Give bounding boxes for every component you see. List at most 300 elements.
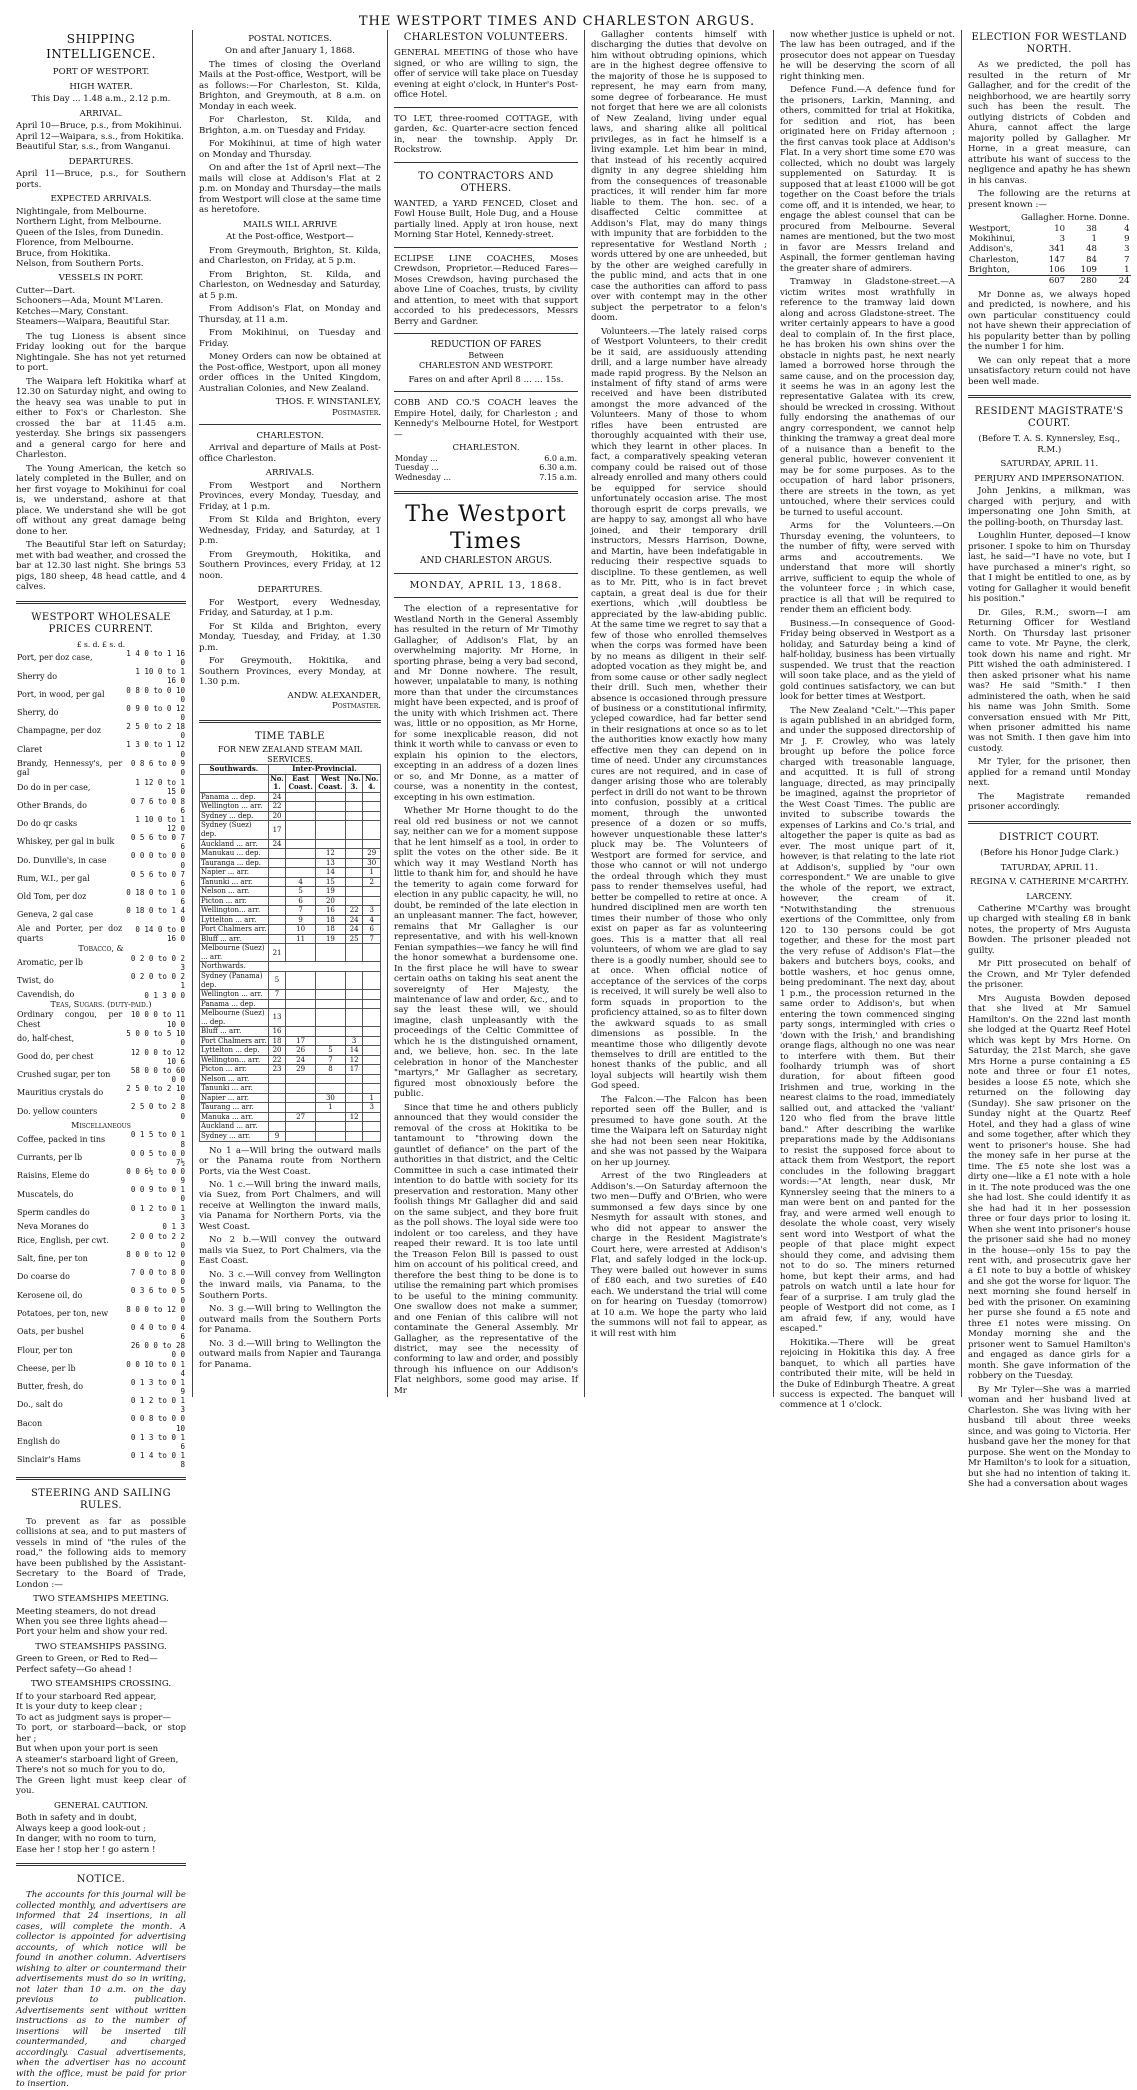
tt-row — [200, 811, 381, 821]
price-item: Cheese, per lb — [17, 1363, 76, 1373]
tt-place: Wellington ... arr. — [200, 990, 269, 1000]
election-paras — [968, 60, 1131, 210]
price-row — [16, 815, 186, 833]
price-item: Do. yellow counters — [17, 1106, 98, 1116]
prices-title: WESTPORT WHOLESALE PRICES CURRENT. — [31, 611, 171, 635]
leader-article — [394, 604, 578, 1396]
postal-paras — [199, 60, 381, 216]
election-returns — [968, 213, 1131, 287]
returns-cell: Mokihinui, — [969, 233, 1016, 244]
price-item: Crushed sugar, per ton — [17, 1070, 111, 1080]
rm-case: PERJURY AND IMPERSONATION. — [974, 473, 1125, 484]
returns-row — [968, 244, 1131, 254]
paragraph: Catherine M'Carthy was brought up charged with stealing £8 in bank notes, the property of Mrs Augusta Bowden. The prisoner pleaded not guilty. — [968, 904, 1131, 956]
returns-header: Donne. — [1098, 213, 1130, 224]
price-value: 0 0 6½ to 0 0 9 — [126, 1167, 185, 1186]
tt-cell — [345, 868, 363, 878]
price-value: 7 0 0 to 8 0 0 — [130, 1268, 185, 1287]
price-item: Do. Dunville's, in case — [17, 855, 107, 865]
price-value: 0 1 5 to 0 1 8 — [130, 1130, 185, 1149]
divider — [394, 107, 578, 108]
cobb-place: CHARLESTON. — [452, 443, 520, 454]
divider — [16, 1863, 186, 1866]
tt-place: Wellington ... arr. — [200, 802, 269, 812]
list-line: Meeting steamers, do not dread — [16, 1606, 156, 1617]
price-value: 0 5 6 to 0 7 6 — [130, 869, 185, 888]
price-value: 2 0 0 to 2 2 0 — [130, 1231, 185, 1250]
price-row — [16, 1167, 186, 1185]
tt-row — [200, 849, 381, 859]
tt-row — [200, 1009, 381, 1027]
tt-cell — [286, 1093, 316, 1103]
in-port-list — [16, 286, 186, 328]
charleston-heading: CHARLESTON. — [256, 430, 324, 441]
price-item: Coffee, packed in tins — [17, 1134, 106, 1144]
divider — [968, 821, 1131, 824]
divider — [968, 395, 1131, 398]
tt-col-header: West Coast. — [315, 774, 345, 792]
notice-text: The accounts for this journal will be collected monthly, and advertisers are informed that 24 insertions, in all cases, will complete the month. A collector is appointed for advertising accounts, of which notice will be found in another column. Advertisers wishing to alter or countermand their advertisements must do so in writing, not later than 10 a.m. on the day previous to publication. Advertisements sent without written instructions as to the number of insertions will be inserted till countermanded, and charged accordingly. Casual advertisements, when the advertiser has no account with the office, must be paid for prior to insertion. — [16, 1890, 186, 2090]
price-value: 0 0 5 to 0 0 7½ — [130, 1148, 185, 1167]
price-item: Sinclair's Hams — [17, 1455, 81, 1465]
two-passing-heading: TWO STEAMSHIPS PASSING. — [35, 1641, 167, 1652]
timetable-subtitle: FOR NEW ZEALAND STEAM MAIL SERVICES. — [217, 744, 363, 764]
eclipse-coaches-ad: ECLIPSE LINE COACHES, Moses Crewdson, Proprietor.—Reduced Fares—Moses Crewdson, having purchased the above Line of Coaches, trusts, by civility and attention, to meet with that support accorded to his predecessors, Messrs Berry and Gardner. — [394, 253, 578, 327]
price-item: Old Tom, per doz — [17, 892, 87, 902]
returns-cell: Brighton, — [969, 264, 1010, 275]
tt-cell — [268, 858, 286, 868]
postal-title: POSTAL NOTICES. — [248, 34, 332, 44]
paragraph: From Westport and Northern Provinces, every Monday, Tuesday, and Friday, at 1 p.m. — [199, 480, 381, 512]
tt-cell — [345, 944, 363, 962]
returns-cell: 9 — [1124, 233, 1130, 244]
paragraph: No. 3 d.—Will bring to Wellington the outward mails from Napier and Tauranga for Panama. — [199, 1338, 381, 1370]
price-row — [16, 1286, 186, 1304]
tt-cell — [268, 925, 286, 935]
tt-cell — [286, 971, 316, 989]
tt-cell — [286, 944, 316, 962]
tt-row — [200, 1036, 381, 1046]
tt-cell — [315, 990, 345, 1000]
price-item: Currants, per lb — [17, 1153, 83, 1162]
price-row — [16, 1010, 186, 1030]
in-port-heading: VESSELS IN PORT. — [58, 273, 144, 284]
tt-cell: 3 — [345, 1036, 363, 1046]
tt-cell — [363, 896, 381, 906]
price-row — [16, 1396, 186, 1414]
tt-cell: 7 — [268, 990, 286, 1000]
tt-cell: 9 — [286, 915, 316, 925]
price-item: Flour, per ton — [17, 1345, 73, 1355]
tt-cell — [286, 849, 316, 859]
mails-arrive-paras — [199, 246, 381, 394]
returns-header — [968, 213, 1020, 223]
list-line: A steamer's starboard light of Green, — [16, 1754, 179, 1765]
tt-cell: 5 — [315, 1046, 345, 1056]
list-line: Beautiful Star, s.s., from Wanganui. — [16, 142, 171, 153]
returns-cell: 341 — [1048, 244, 1066, 255]
price-item: Neva Moranes do — [17, 1221, 89, 1231]
returns-cell: 38 — [1086, 223, 1097, 234]
price-row — [16, 1414, 186, 1432]
list-line: Bruce, from Hokitika. — [16, 248, 111, 259]
price-value: 0 8 0 to 0 10 0 — [126, 685, 185, 704]
list-line: April 12—Waipara, s.s., from Hokitika. — [16, 131, 184, 142]
list-line: When you see three lights ahead— — [16, 1617, 168, 1627]
price-item: Twist, do — [17, 976, 54, 986]
returns-row — [968, 265, 1131, 276]
postmaster-signature: THOS. F. WINSTANLEY, — [275, 397, 381, 408]
returns-cell: Charleston, — [969, 254, 1019, 265]
price-row — [16, 1222, 186, 1232]
tt-cell — [268, 1093, 286, 1103]
fares-route: CHARLESTON AND WESTPORT. — [418, 360, 554, 370]
tt-cell: 3 — [363, 906, 381, 916]
paragraph: No. 1 c.—Will bring the inward mails, via Suez, from Port Chalmers, and will receive at Wellington the inward mails, via Panama for Northern Ports, via the West Coast. — [199, 1180, 381, 1232]
tt-cell — [345, 821, 363, 839]
tt-cell: 17 — [345, 1065, 363, 1075]
charleston-arrivals — [199, 481, 381, 581]
tt-cell — [345, 1084, 363, 1094]
returns-cell: 3 — [1124, 244, 1130, 255]
paragraph: Dr. Giles, R.M., sworn—I am Returning Officer for Westland North. On Thursday last prisoner came to vote. Mr Payne, the clerk, took down his name and right. Mr Pitt wished the oath administered. I then asked prisoner what his name was? He said "Smith." I then administered the oath, when he said his name was John Smith. Some conversation ensued with Mr Pitt, when prisoner admitted his name was not Smith. I then gave him into custody. — [968, 607, 1131, 754]
column-3 — [387, 30, 584, 1397]
tt-cell — [363, 811, 381, 821]
rm-court-title: RESIDENT MAGISTRATE'S COURT. — [974, 406, 1124, 430]
timetable-notes — [199, 1146, 381, 1371]
price-item: English do — [17, 1436, 60, 1446]
price-row — [16, 1360, 186, 1378]
tt-row — [200, 868, 381, 878]
tt-cell — [315, 1122, 345, 1132]
price-row — [16, 1029, 186, 1047]
mails-arrive-sub: At the Post-office, Westport— — [226, 232, 354, 243]
price-value: 0 1 2 to 0 1 3 — [130, 1203, 185, 1222]
tt-cell — [268, 1074, 286, 1084]
column-5 — [773, 30, 961, 1411]
tt-cell: 29 — [286, 1065, 316, 1075]
price-item: Brandy, Hennessy's, per gal — [17, 758, 123, 778]
price-value: 0 4 0 to 0 4 6 — [130, 1323, 185, 1342]
two-meeting-heading: TWO STEAMSHIPS MEETING. — [33, 1594, 169, 1605]
paragraph: No 1 a—Will bring the outward mails or the Panama route from Northern Ports, via the West Coast. — [199, 1145, 381, 1177]
tt-cell: 29 — [363, 849, 381, 859]
list-line: Florence, from Melbourne. — [16, 238, 134, 249]
list-line: Queen of the Isles, from Dunedin. — [16, 227, 164, 238]
tt-col-header: No. 1. — [268, 774, 286, 792]
list-line: The Green light must keep clear of you. — [16, 1775, 186, 1797]
dc-paras — [968, 904, 1131, 1490]
tt-cell — [345, 1103, 363, 1113]
cobb-day: Monday ... — [395, 453, 438, 463]
price-row — [16, 1066, 186, 1084]
charleston-departures — [199, 598, 381, 688]
expected-heading: EXPECTED ARRIVALS. — [50, 194, 152, 205]
district-court-title: DISTRICT COURT. — [999, 831, 1100, 843]
cobb-row — [394, 463, 578, 473]
list-line: April 10—Bruce, p.s., from Mokihinui. — [16, 121, 182, 132]
tt-place: Sydney ... arr. — [200, 1132, 269, 1142]
price-item: Do do in per case, — [17, 782, 91, 792]
volunteers-notice: GENERAL MEETING of those who have signed, or who are willing to sign, the offer of service will take place on Tuesday evening at eight o'clock, in Hunter's Post-office Hotel. — [394, 48, 578, 101]
price-row — [16, 972, 186, 990]
tt-cell — [345, 1132, 363, 1142]
tt-cell — [345, 1009, 363, 1027]
tt-row — [200, 1132, 381, 1142]
tt-cell: 6 — [286, 896, 316, 906]
fares-between: Between — [468, 351, 504, 361]
returns-cell: 84 — [1086, 254, 1097, 265]
verse-4 — [16, 1813, 186, 1855]
list-line: Northern Light, from Melbourne. — [16, 217, 162, 228]
price-row — [16, 1433, 186, 1451]
price-value: 0 1 3 — [162, 1222, 185, 1232]
tt-cell: 16 — [315, 906, 345, 916]
paragraph: Mrs Augusta Bowden deposed that she lived at Mr Samuel Hamilton's. On the 22nd last month she lodged at the Quartz Reef Hotel which was kept by Mrs Horne. On Saturday, the 21st March, she gave Mrs Horne a purse containing a £5 note and three or four £1 notes, besides a loose £5 note, which she returned on the following day (Sunday). She saw prisoner on the Sunday night at the Quartz Reef Hotel, and they had a glass of wine and some together, after which they went to prisoner's house. She had the money safe in her purse at the time. The £5 note she lost was a dirty one—like a £1 note with a hole in it. The note produced was the one she had lost. She could identify it as she had had it in her possession three or four days prior to losing it. When she went into prisoner's house the prisoner said she had no money in the house—only 15s to pay the rent with, and prosecutrix gave her a £1 note to buy a bottle of whiskey and she got the worse for liquor. The next morning she found herself in bed with the prisoner. On examining her purse she found a £5 note and three £1 notes were missing. On Monday morning she and the prisoner went to Samuel Hamilton's and engaged as dance girls for a month. She gave information of the robbery on the Tuesday. — [968, 993, 1131, 1382]
tt-place: Picton ... arr. — [200, 1065, 269, 1075]
tt-cell: 4 — [363, 915, 381, 925]
paragraph: No. 3 g.—Will bring to Wellington the outward mails from the Southern Ports for Panama. — [199, 1304, 381, 1336]
price-item: Ordinary congou, per Chest — [17, 1009, 123, 1029]
charleston-arrivals-heading: ARRIVALS. — [265, 468, 315, 479]
column-6 — [961, 30, 1137, 1490]
returns-row — [968, 234, 1131, 244]
cobb-time: 6.0 a.m. — [544, 453, 577, 463]
tt-cell: 19 — [315, 934, 345, 944]
tt-cell — [268, 868, 286, 878]
tt-cell: 12 — [345, 1055, 363, 1065]
tt-cell — [286, 811, 316, 821]
paragraph: For Charleston, St. Kilda, and Brighton, a.m. on Tuesday and Friday. — [199, 115, 381, 136]
tt-cell — [363, 999, 381, 1009]
price-value: 10 0 0 to 11 10 0 — [130, 1010, 185, 1029]
price-row — [16, 1378, 186, 1396]
tt-place: Port Chalmers arr. — [201, 925, 267, 934]
divider — [394, 391, 578, 392]
verse-2 — [16, 1654, 186, 1675]
tt-cell — [315, 1074, 345, 1084]
returns-cell: Addison's, — [969, 244, 1014, 255]
tt-cell — [315, 944, 345, 962]
price-item: Bacon — [17, 1418, 43, 1428]
price-item: Raisins, Eleme do — [17, 1171, 90, 1181]
price-row — [16, 740, 186, 758]
tt-cell: 24 — [268, 792, 286, 802]
rm-date: SATURDAY, APRIL 11. — [1000, 459, 1099, 470]
price-value: 1 10 0 to 1 12 0 — [135, 814, 185, 833]
tt-cell — [315, 1132, 345, 1142]
tt-cell: 26 — [286, 1046, 316, 1056]
tt-cell — [268, 896, 286, 906]
cobb-day: Wednesday ... — [395, 473, 451, 483]
tt-cell: 14 — [345, 1046, 363, 1056]
price-value: 2 5 0 to 2 18 0 — [126, 722, 185, 741]
price-value: 0 3 6 to 0 5 0 — [130, 1286, 185, 1305]
tt-cell: 3 — [363, 1103, 381, 1113]
tt-row — [200, 1046, 381, 1056]
tt-cell: 8 — [315, 1065, 345, 1075]
tt-cell: 17 — [286, 1036, 316, 1046]
list-line: Green to Green, or Red to Red— — [16, 1654, 158, 1665]
price-value: 0 1 4 to 0 1 8 — [130, 1450, 185, 1470]
tt-row — [200, 1112, 381, 1122]
tt-cell: 15 — [315, 877, 345, 887]
price-value: 1 4 0 to 1 16 0 — [126, 649, 185, 668]
price-item: Sherry do — [17, 671, 58, 681]
paragraph: The Magistrate remanded prisoner accordingly. — [968, 791, 1131, 813]
returns-cell: 1 — [1091, 233, 1097, 244]
tt-cell: 22 — [345, 906, 363, 916]
two-crossing-heading: TWO STEAMSHIPS CROSSING. — [30, 1679, 172, 1690]
port-heading: PORT OF WESTPORT. — [52, 67, 150, 78]
price-row — [16, 1102, 186, 1120]
tt-row — [200, 1122, 381, 1132]
tt-place: Tanunki ... arr. — [200, 877, 269, 887]
fares-title: REDUCTION OF FARES — [430, 340, 542, 351]
returns-total: 24 — [1118, 276, 1130, 287]
paragraph: The Waipara left Hokitika wharf at 12.30 on Saturday night, and owing to the heavy sea was unable to put in either to Fox's or Charleston. She crossed the bar at 11.45 a.m. yesterday. She brings six passengers and a general cargo for here and Charleston. — [16, 376, 186, 461]
price-value: 0 1 3 to 0 1 6 — [130, 1432, 185, 1451]
cobb-time: 6.30 a.m. — [539, 463, 577, 473]
tt-cell — [363, 1065, 381, 1075]
tt-cell — [268, 849, 286, 859]
divider — [394, 573, 578, 574]
tt-cell — [345, 1074, 363, 1084]
tt-cell: 12 — [315, 849, 345, 859]
tt-cell — [363, 1046, 381, 1056]
tt-cell — [315, 839, 345, 849]
price-value: 0 14 0 to 0 16 0 — [135, 925, 185, 944]
price-item: Rice, English, per cwt. — [17, 1235, 109, 1245]
tt-cell: 27 — [286, 1112, 316, 1122]
price-row — [16, 1130, 186, 1148]
charleston-intro: Arrival and departure of Mails at Post-office Charleston. — [199, 443, 381, 464]
cobb-schedule — [394, 454, 578, 483]
price-item: Do coarse do — [17, 1272, 70, 1282]
tt-cell — [315, 821, 345, 839]
tt-cell: 13 — [268, 1009, 286, 1027]
tt-cell — [315, 802, 345, 812]
expected-list — [16, 207, 186, 270]
tt-place: Wellington... arr. — [200, 906, 269, 916]
returns-header: Gallagher. — [1020, 213, 1066, 224]
arrival-heading: ARRIVAL. — [79, 108, 123, 119]
tt-cell — [315, 1112, 345, 1122]
price-value: 2 5 0 to 2 8 0 — [130, 1102, 185, 1121]
high-water-heading: HIGH WATER. — [69, 81, 133, 92]
price-value: 0 2 0 to 0 2 3 — [130, 953, 185, 972]
paragraph: No. 3 c.—Will convey from Wellington the inward mails, via Panama, to the Southern Ports. — [199, 1269, 381, 1301]
tt-place: Auckland ... arr. — [200, 1122, 269, 1132]
divider — [394, 333, 578, 334]
paragraph: From St Kilda and Brighton, every Wednesday, Friday, and Saturday, at 1 p.m. — [199, 515, 381, 547]
tt-cell — [363, 802, 381, 812]
tt-cell: 14 — [315, 868, 345, 878]
returns-row — [968, 224, 1131, 234]
tt-cell — [286, 839, 316, 849]
tt-cell — [345, 792, 363, 802]
price-row — [16, 833, 186, 851]
paragraph: For St Kilda and Brighton, every Monday, Tuesday, and Friday, at 1.30 p.m. — [199, 621, 381, 653]
returns-total — [968, 276, 1020, 287]
price-value: 1 10 0 to 1 16 0 — [135, 667, 185, 686]
tt-row — [200, 1074, 381, 1084]
verse-3 — [16, 1692, 186, 1797]
timetable — [199, 764, 381, 1141]
tt-place: Nelson ... arr. — [200, 887, 269, 897]
list-line: Port your helm and show your red. — [16, 1627, 168, 1638]
tt-cell — [363, 1009, 381, 1027]
price-row — [16, 649, 186, 667]
paragraph: The Falcon.—The Falcon has been reported seen off the Buller, and is presumed to have gone south. At the time the Waipara left on Saturday night she had not been seen near Hokitika, and she was not passed by the Waipara on her up journey. — [591, 1094, 767, 1168]
tt-cell: 5 — [286, 887, 316, 897]
price-value: 0 2 0 to 0 2 1 — [130, 972, 185, 991]
tt-row — [200, 925, 381, 935]
tt-cell: 22 — [268, 802, 286, 812]
list-line: Always keep a good look-out ; — [16, 1823, 146, 1834]
divider — [16, 601, 186, 604]
price-item: Champagne, per doz — [17, 726, 101, 736]
tt-row — [200, 1103, 381, 1113]
tt-cell — [363, 792, 381, 802]
tt-cell — [345, 1027, 363, 1037]
shipping-paras — [16, 332, 186, 593]
column-4 — [584, 30, 773, 1397]
paragraph: Money Orders can now be obtained at the Post-office, Westport, upon all money order offices in the United Kingdom, Australian Colonies, and New Zealand. — [199, 352, 381, 394]
issue-date: MONDAY, APRIL 13, 1868. — [409, 579, 563, 591]
tt-cell — [286, 1084, 316, 1094]
price-row — [16, 1121, 186, 1131]
rules-title: STEERING AND SAILING RULES. — [30, 1488, 172, 1512]
tt-cell: 20 — [268, 811, 286, 821]
price-item: Salt, fine, per ton — [17, 1254, 88, 1264]
tt-place: Napier ... arr. — [200, 868, 269, 878]
price-value: 0 7 6 to 0 8 6 — [130, 796, 185, 815]
tt-cell — [363, 821, 381, 839]
tt-cell — [345, 971, 363, 989]
price-value: 0 8 6 to 0 9 0 — [130, 759, 185, 778]
tt-row — [200, 944, 381, 962]
tt-cell — [363, 1027, 381, 1037]
prices-table — [16, 649, 186, 1469]
returns-row — [968, 255, 1131, 265]
price-value: 0 0 0 to 0 0 0 — [130, 851, 185, 870]
price-value: 8 0 0 to 12 0 0 — [126, 1304, 185, 1323]
tt-cell — [286, 1027, 316, 1037]
tt-row — [200, 887, 381, 897]
tt-cell — [286, 1074, 316, 1084]
tt-cell: 24 — [268, 839, 286, 849]
returns-cell: 4 — [1124, 223, 1130, 234]
tt-cell: 12 — [345, 1112, 363, 1122]
dc-case-sub: LARCENY. — [1026, 891, 1073, 902]
tt-cell: 30 — [363, 858, 381, 868]
price-item: Do do qr casks — [17, 819, 78, 829]
price-row — [16, 778, 186, 796]
cobb-row — [394, 454, 578, 464]
paragraph: Tramway in Gladstone-street.—A victim writes most wrathfully in reference to the tramway laid down along and across Gladstone-street. The writer certainly appears to have a good deal to complain of. In the first place, he has broken his own shins over the obstacle in nights past, he next nearly lamed a borrowed horse through the same cause, and on the procession day, it seems he was in an agony lest the representative Galatea with its crew, should be wrecked in crossing. Without fully endorsing the anathemas of our angry correspondent, we cannot help thinking the tramway a great deal more of a nuisance than a benefit to the general public, however convenient it may be for some purposes. As to the occupation of hard labor prisoners, there are streets in the town, as yet untouched, where their services could be turned to useful account. — [780, 277, 955, 518]
price-item: Potatoes, per ton, new — [17, 1309, 109, 1318]
price-item: Other Brands, do — [17, 800, 87, 810]
divider — [394, 597, 578, 598]
dc-case: REGINA V. CATHERINE M'CARTHY. — [969, 877, 1129, 888]
paragraph: From Greymouth, Brighton, St. Kilda, and Charleston, on Friday, at 5 p.m. — [199, 245, 381, 267]
tt-cell — [363, 1084, 381, 1094]
tt-cell — [286, 1009, 316, 1027]
tt-cell — [286, 1103, 316, 1113]
tt-northwards: Northwards. — [200, 962, 269, 972]
tt-cell — [286, 868, 316, 878]
